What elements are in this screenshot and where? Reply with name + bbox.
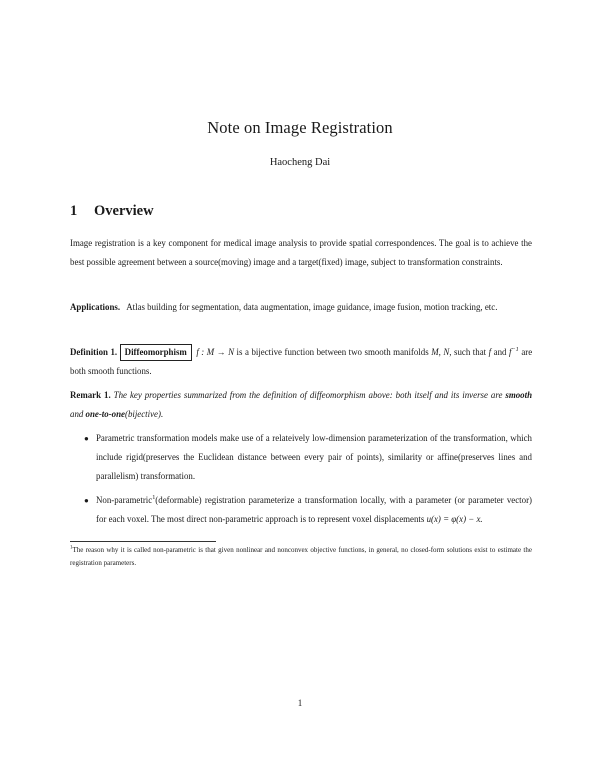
footnote-text: The reason why it is called non-parametric is that given nonlinear and nonconvex objective functions, in general, no closed-form solutions exist to estimate the registration parameters. bbox=[70, 546, 532, 567]
intro-paragraph: Image registration is a key component for medical image analysis to provide spatial correspondences. The goal is to achieve the best possible agreement between a source(moving) image and a target(fixed) image, subject to transformation constraints. bbox=[70, 238, 532, 267]
section-title: Overview bbox=[94, 203, 154, 219]
nonparam-word: Non-parametric bbox=[96, 495, 153, 505]
math-manifolds: M, N, bbox=[431, 347, 452, 357]
math-displacement: u(x) = φ(x) − x. bbox=[426, 514, 483, 524]
nonparam-text: (deformable) registration parameterize a transformation locally, with a parameter (or parameter vector) for each voxel. The most direct non-parametric approach is to represent voxel displacements bbox=[96, 495, 532, 524]
definition-paragraph bbox=[70, 343, 532, 381]
bullet-nonparametric bbox=[84, 491, 532, 529]
bullet-dot-icon: ● bbox=[84, 496, 89, 505]
author-name: Haocheng Dai bbox=[269, 157, 331, 168]
paper-title: Note on Image Registration bbox=[207, 118, 393, 137]
definition-text-c: and bbox=[493, 347, 507, 357]
footnote-mark: 1 bbox=[70, 545, 73, 551]
math-map: f : M → N bbox=[196, 347, 235, 357]
bullet-parametric bbox=[84, 429, 532, 486]
page-number: 1 bbox=[297, 698, 303, 708]
footnote-ref[interactable]: 1 bbox=[152, 494, 156, 502]
math-f-inverse: $f^{-1}$ bbox=[509, 346, 519, 357]
remark-paragraph bbox=[70, 386, 532, 424]
section-heading bbox=[70, 203, 154, 220]
definition-text-b: such that bbox=[454, 347, 487, 357]
bullet-parametric-text: Parametric transformation models make use of a relateively low-dimension parameterization of the transformation, which include rigid(preserves the Euclidean distance between every pair of points), similarity or affine(preserves lines and parallelism) transformation. bbox=[96, 433, 532, 481]
applications-paragraph bbox=[70, 298, 532, 317]
definition-label: Definition 1. bbox=[70, 347, 118, 357]
applications-label: Applications. bbox=[70, 302, 121, 312]
bullet-dot-icon: ● bbox=[84, 434, 89, 443]
footnote-rule bbox=[70, 541, 216, 542]
definition-term-box: Diffeomorphism bbox=[120, 344, 192, 361]
section-number: 1 bbox=[70, 203, 78, 219]
remark-text-b: and bbox=[70, 409, 84, 419]
definition-text-d: are both smooth functions. bbox=[70, 347, 533, 376]
math-f: f bbox=[488, 347, 492, 357]
remark-one-to-one: one-to-one bbox=[85, 409, 125, 419]
remark-label: Remark 1. bbox=[70, 390, 111, 400]
applications-text: Atlas building for segmentation, data augmentation, image guidance, image fusion, motion tracking, etc. bbox=[126, 302, 498, 312]
remark-text-c: (bijective). bbox=[124, 409, 164, 419]
footnote bbox=[70, 544, 532, 570]
remark-smooth: smooth bbox=[505, 390, 533, 400]
remark-text-a: The key properties summarized from the definition of diffeomorphism above: both itself and its inverse are bbox=[113, 390, 503, 400]
definition-text-a: is a bijective function between two smooth manifolds bbox=[236, 347, 429, 357]
